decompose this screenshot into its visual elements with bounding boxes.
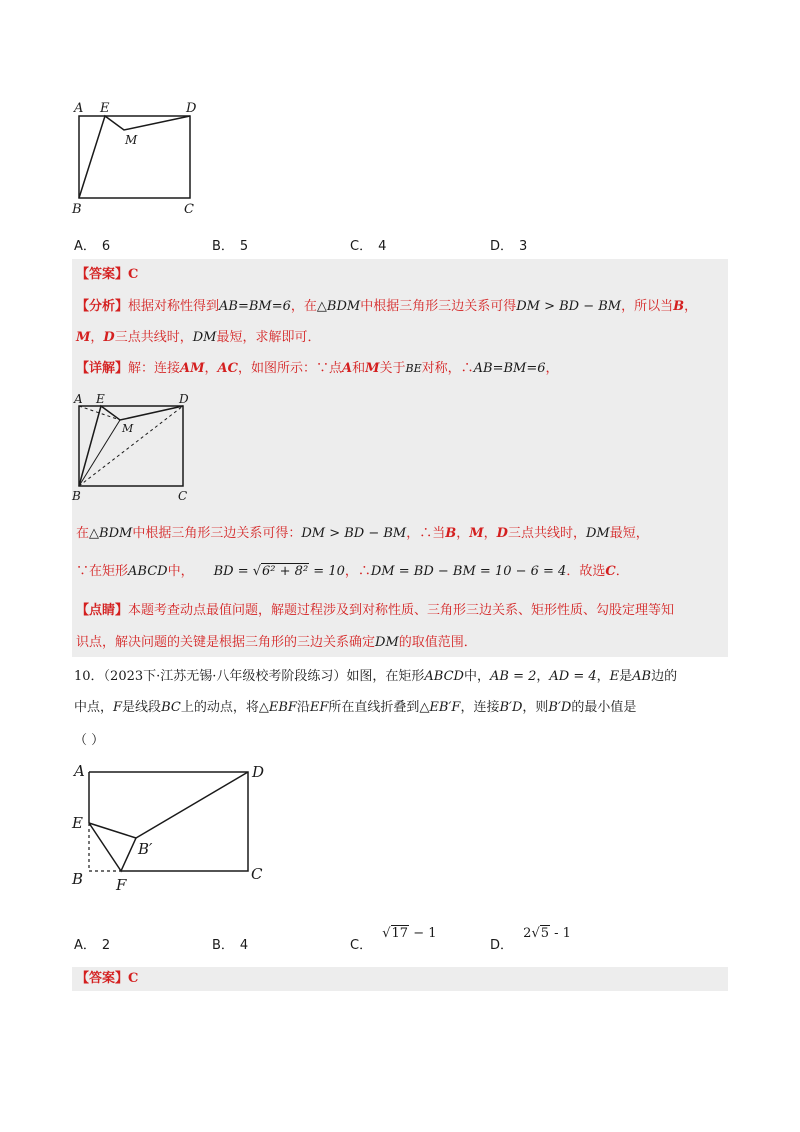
analysis-line-2: M，D三点共线时，DM最短，求解即可． bbox=[76, 330, 321, 345]
triangle-eb-prime-f bbox=[89, 823, 136, 871]
answer-panel-q10 bbox=[72, 967, 728, 991]
label-m: M bbox=[122, 422, 134, 435]
figure-2 bbox=[68, 390, 198, 502]
label-d: D bbox=[186, 101, 197, 116]
label-b: B bbox=[72, 870, 84, 888]
path-bemd bbox=[79, 116, 190, 198]
label-e: E bbox=[100, 101, 110, 116]
label-b-prime: B′ bbox=[138, 840, 153, 858]
label-b: B bbox=[72, 202, 82, 217]
detail-line-1: 【详解】解：连接AM，AC，如图所示：∵点A和M关于BE对称，∴AB=BM=6， bbox=[76, 361, 559, 376]
answer-q10: 【答案】C bbox=[76, 971, 139, 986]
figure-1 bbox=[68, 98, 208, 218]
option-b: B． 5 bbox=[212, 239, 249, 254]
label-d: D bbox=[252, 763, 265, 781]
question-10-line-3: （ ） bbox=[74, 733, 105, 748]
label-c: C bbox=[184, 202, 194, 217]
label-e: E bbox=[96, 392, 105, 406]
label-c: C bbox=[251, 865, 263, 883]
label-a: A bbox=[74, 392, 83, 406]
question-10-line-1: 10．（2023下·江苏无锡·八年级校考阶段练习）如图，在矩形ABCD中，AB = 2，AD = 4，E是AB边的 bbox=[74, 669, 678, 684]
option-d: D． 2√5 - 1 bbox=[490, 926, 571, 953]
answer-q9: 【答案】C bbox=[76, 267, 139, 282]
label-c: C bbox=[178, 489, 188, 502]
label-b: B bbox=[72, 489, 81, 502]
figure-3 bbox=[68, 758, 278, 898]
label-d: D bbox=[179, 392, 189, 406]
label-a: A bbox=[74, 762, 85, 780]
detail-line-2: 在△BDM中根据三角形三边关系可得：DM > BD − BM，∴当B，M，D三点共线时，DM最短， bbox=[76, 526, 649, 541]
option-c: C． 4 bbox=[350, 239, 387, 254]
option-b: B． 4 bbox=[212, 938, 249, 953]
label-a: A bbox=[74, 101, 84, 116]
option-a: A． 2 bbox=[74, 938, 111, 953]
label-m: M bbox=[125, 133, 138, 147]
comment-line-2: 识点，解决问题的关键是根据三角形的三边关系确定DM的取值范围． bbox=[76, 635, 477, 650]
analysis-line-1: 【分析】根据对称性得到AB=BM=6，在△BDM中根据三角形三边关系可得DM > BD − BM，所以当B， bbox=[76, 299, 698, 314]
label-e: E bbox=[72, 814, 83, 832]
option-c: C． √17 − 1 bbox=[350, 926, 437, 953]
detail-line-3: ∵在矩形ABCD中， BD = √6² + 8² = 10，∴DM = BD − BM = 10 − 6 = 4．故选C． bbox=[76, 564, 629, 579]
question-10-line-2: 中点，F是线段BC上的动点，将△EBF沿EF所在直线折叠到△EB′F，连接B′D，则B′D的最小值是 bbox=[74, 700, 637, 715]
label-f: F bbox=[116, 876, 127, 894]
segment-bm bbox=[79, 420, 120, 486]
option-a: A． 6 bbox=[74, 239, 111, 254]
segment-b-prime-d bbox=[136, 772, 248, 838]
option-d: D． 3 bbox=[490, 239, 528, 254]
comment-line-1: 【点睛】本题考查动点最值问题，解题过程涉及到对称性质、三角形三边关系、矩形性质、勾股定理等知 bbox=[76, 603, 675, 618]
